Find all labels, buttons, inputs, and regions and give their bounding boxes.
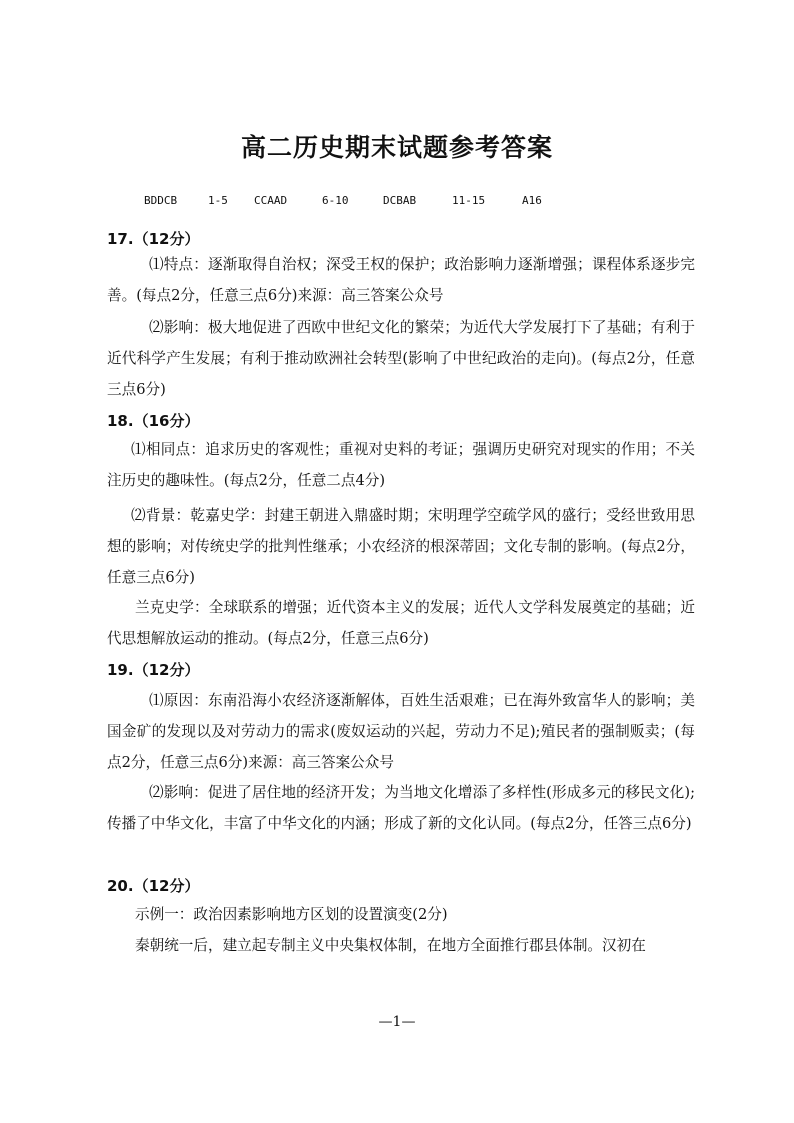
multiple-choice-answers [144, 194, 542, 207]
answer-range-2: 6-10 [322, 194, 349, 207]
question-18-part-3: 兰克史学：全球联系的增强；近代资本主义的发展；近代人文学科发展奠定的基础；近代思想解放运动的推动。(每点2分，任意三点6分) [107, 599, 695, 647]
question-20-text: 秦朝统一后，建立起专制主义中央集权体制，在地方全面推行郡县体制。汉初在 [135, 937, 646, 954]
page-number: —1— [378, 1014, 416, 1030]
question-17-part-1: ⑴特点：逐渐取得自治权；深受王权的保护；政治影响力逐渐增强；课程体系逐步完善。(每点2分，任意三点6分)来源：高三答案公众号 [107, 256, 695, 304]
page-title: 高二历史期末试题参考答案 [240, 133, 553, 162]
question-20-example: 示例一：政治因素影响地方区划的设置演变(2分) [135, 906, 448, 923]
answer-range-3: 11-15 [452, 194, 486, 207]
question-17-part-2: ⑵影响：极大地促进了西欧中世纪文化的繁荣；为近代大学发展打下了基础；有利于近代科学产生发展；有利于推动欧洲社会转型(影响了中世纪政治的走向)。(每点2分，任意三点6分) [107, 319, 695, 398]
question-19-part-1: ⑴原因：东南沿海小农经济逐渐解体，百姓生活艰难；已在海外致富华人的影响；美国金矿的发现以及对劳动力的需求(废奴运动的兴起，劳动力不足);殖民者的强制贩卖；(每点2分，任意三点6分)来源：高三答案公众号 [107, 692, 695, 771]
answer-group-3: DCBAB [383, 194, 417, 207]
answer-range-1: 1-5 [208, 194, 228, 207]
question-18-heading: 18.（16分） [107, 412, 200, 430]
question-18-part-1: ⑴相同点：追求历史的客观性；重视对史料的考证；强调历史研究对现实的作用；不关注历史的趣味性。(每点2分，任意二点4分) [107, 441, 695, 489]
question-17-heading: 17.（12分） [107, 230, 200, 248]
answer-group-2: CCAAD [254, 194, 288, 207]
question-19-part-2: ⑵影响：促进了居住地的经济开发；为当地文化增添了多样性(形成多元的移民文化);传播了中华文化，丰富了中华文化的内涵；形成了新的文化认同。(每点2分，任答三点6分) [107, 784, 695, 832]
question-20-heading: 20.（12分） [107, 877, 200, 895]
question-18-part-2: ⑵背景：乾嘉史学：封建王朝进入鼎盛时期；宋明理学空疏学风的盛行；受经世致用思想的影响；对传统史学的批判性继承；小农经济的根深蒂固；文化专制的影响。(每点2分，任意三点6分) [107, 507, 695, 586]
answer-group-1: BDDCB [144, 194, 178, 207]
question-19-heading: 19.（12分） [107, 661, 200, 679]
answer-group-4: A16 [522, 194, 542, 207]
